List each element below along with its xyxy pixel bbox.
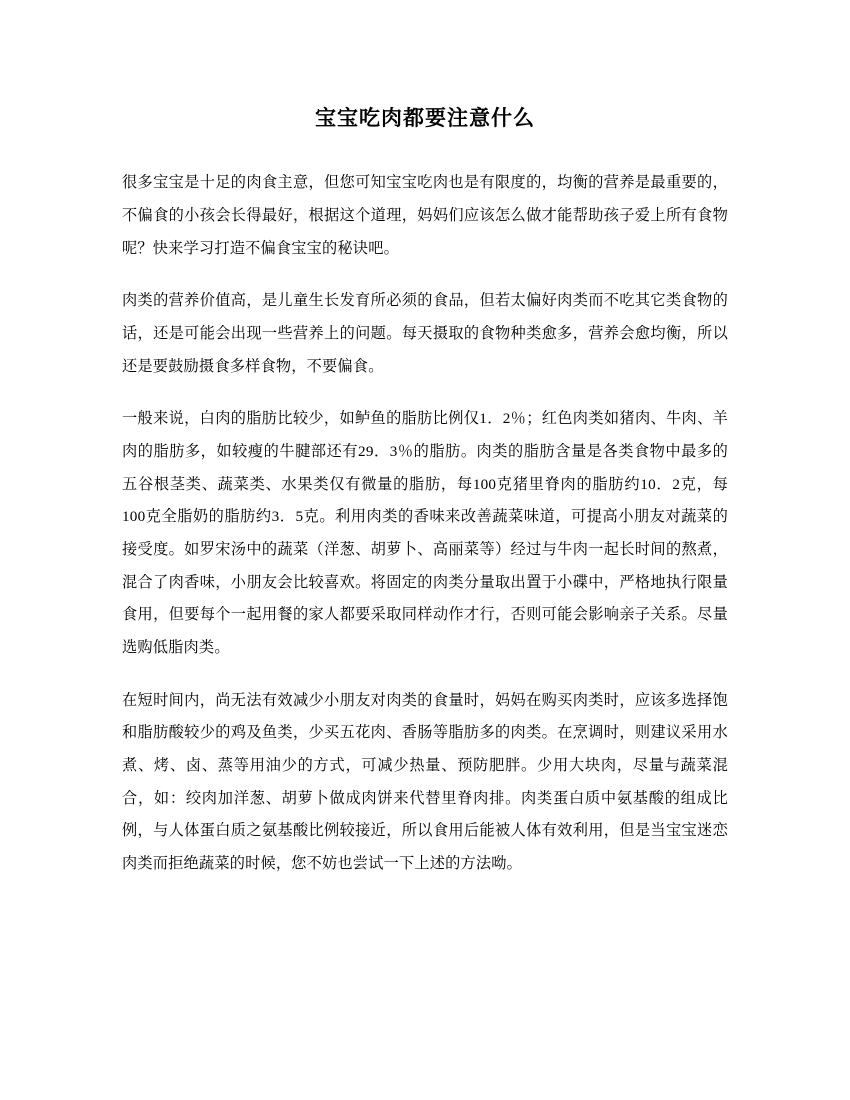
document-body: [122, 167, 728, 880]
paragraph-1: 很多宝宝是十足的肉食主意，但您可知宝宝吃肉也是有限度的，均衡的营养是最重要的，不偏食的小孩会长得最好，根据这个道理，妈妈们应该怎么做才能帮助孩子爱上所有食物呢？快来学习打造不偏食宝宝的秘诀吧。: [122, 174, 728, 257]
paragraph-4: 在短时间内，尚无法有效减少小朋友对肉类的食量时，妈妈在购买肉类时，应该多选择饱和脂肪酸较少的鸡及鱼类，少买五花肉、香肠等脂肪多的肉类。在烹调时，则建议采用水煮、烤、卤、蒸等用油少的方式，可减少热量、预防肥胖。少用大块肉，尽量与蔬菜混合，如：绞肉加洋葱、胡萝卜做成肉饼来代替里脊肉排。肉类蛋白质中氨基酸的组成比例，与人体蛋白质之氨基酸比例较接近，所以食用后能被人体有效利用，但是当宝宝迷恋肉类而拒绝蔬菜的时候，您不妨也尝试一下上述的方法呦。: [122, 691, 728, 873]
paragraph-3: 一般来说，白肉的脂肪比较少，如鲈鱼的脂肪比例仅1．2％；红色肉类如猪肉、牛肉、羊肉的脂肪多，如较瘦的牛腱部还有29．3％的脂肪。肉类的脂肪含量是各类食物中最多的五谷根茎类、蔬菜类、水果类仅有微量的脂肪，每100克猪里脊肉的脂肪约10．2克，每100克全脂奶的脂肪约3．5克。利用肉类的香味来改善蔬菜味道，可提高小朋友对蔬菜的接受度。如罗宋汤中的蔬菜（洋葱、胡萝卜、高丽菜等）经过与牛肉一起长时间的熬煮，混合了肉香味，小朋友会比较喜欢。将固定的肉类分量取出置于小碟中，严格地执行限量食用，但要每个一起用餐的家人都要采取同样动作才行，否则可能会影响亲子关系。尽量选购低脂肉类。: [122, 410, 728, 657]
page-title: 宝宝吃肉都要注意什么: [315, 106, 535, 130]
paragraph-2: 肉类的营养价值高，是儿童生长发育所必须的食品，但若太偏好肉类而不吃其它类食物的话，还是可能会出现一些营养上的问题。每天摄取的食物种类愈多，营养会愈均衡，所以还是要鼓励摄食多样食物，不要偏食。: [122, 292, 728, 375]
